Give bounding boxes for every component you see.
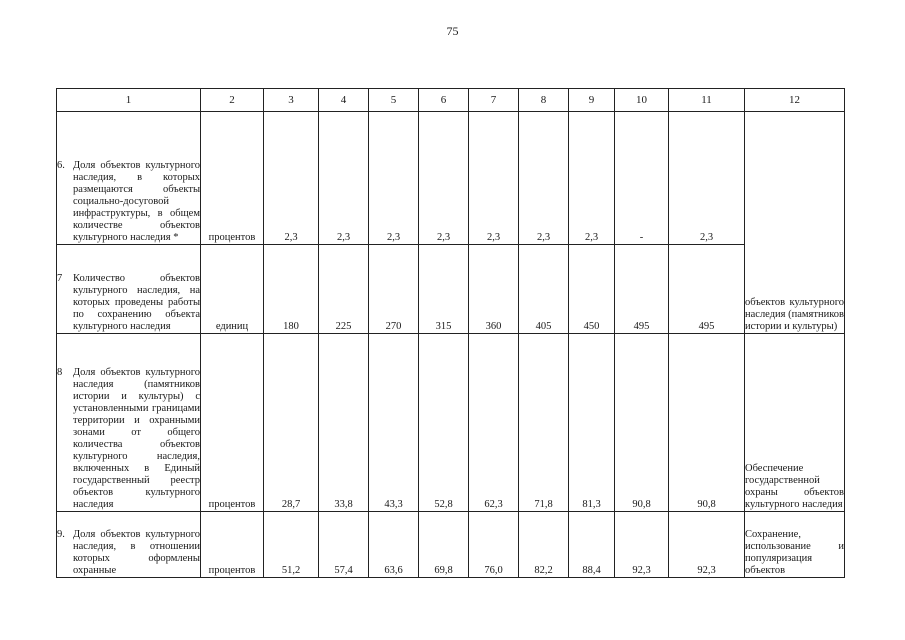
value-cell: 2,3 xyxy=(319,112,369,245)
unit-cell: процентов xyxy=(201,112,264,245)
value-cell: - xyxy=(615,112,669,245)
value-cell: 450 xyxy=(569,245,615,334)
result-cell xyxy=(745,112,845,334)
value-cell: 28,7 xyxy=(264,334,319,512)
unit-cell: единиц xyxy=(201,245,264,334)
value-cell: 71,8 xyxy=(519,334,569,512)
indicator-number: 9. xyxy=(57,529,65,540)
indicator-number: 6. xyxy=(57,160,65,171)
header-cell: 3 xyxy=(264,89,319,112)
unit-cell: процентов xyxy=(201,512,264,578)
table-row xyxy=(57,245,845,334)
value-cell: 69,8 xyxy=(419,512,469,578)
result-text: Обеспечение государственной охраны объектов культурного наследия xyxy=(745,463,844,510)
header-cell: 8 xyxy=(519,89,569,112)
value-cell: 360 xyxy=(469,245,519,334)
indicator-name: Количество объектов культурного наследия, на которых проведены работы по сохранению объекта культурного наследия xyxy=(73,273,200,332)
result-text: объектов культурного наследия (памятников истории и культуры) xyxy=(745,297,844,332)
value-cell: 90,8 xyxy=(669,334,745,512)
indicator-cell xyxy=(57,334,201,512)
table-row xyxy=(57,112,845,245)
table-row xyxy=(57,334,845,512)
result-text: Сохранение, использование и популяризация объектов xyxy=(745,529,844,576)
indicator-number: 8 xyxy=(57,367,63,378)
header-cell: 12 xyxy=(745,89,845,112)
header-cell: 5 xyxy=(369,89,419,112)
value-cell: 2,3 xyxy=(569,112,615,245)
header-cell: 6 xyxy=(419,89,469,112)
value-cell: 92,3 xyxy=(669,512,745,578)
value-cell: 51,2 xyxy=(264,512,319,578)
header-cell: 1 xyxy=(57,89,201,112)
indicator-cell xyxy=(57,512,201,578)
value-cell: 90,8 xyxy=(615,334,669,512)
value-cell: 2,3 xyxy=(264,112,319,245)
value-cell: 52,8 xyxy=(419,334,469,512)
value-cell: 88,4 xyxy=(569,512,615,578)
unit-cell: процентов xyxy=(201,334,264,512)
value-cell: 33,8 xyxy=(319,334,369,512)
indicator-number: 7 xyxy=(57,273,63,284)
value-cell: 495 xyxy=(615,245,669,334)
header-cell: 2 xyxy=(201,89,264,112)
result-cell xyxy=(745,512,845,578)
value-cell: 270 xyxy=(369,245,419,334)
value-cell: 2,3 xyxy=(519,112,569,245)
value-cell: 76,0 xyxy=(469,512,519,578)
value-cell: 43,3 xyxy=(369,334,419,512)
header-cell: 7 xyxy=(469,89,519,112)
value-cell: 63,6 xyxy=(369,512,419,578)
value-cell: 92,3 xyxy=(615,512,669,578)
indicator-name: Доля объектов культурного наследия (памятников истории и культуры) с установленными границами территории и охранными зонами от общего количества объектов культурного наследия, включенных в Единый государственный реестр объектов культурного наследия xyxy=(73,367,200,510)
header-cell: 10 xyxy=(615,89,669,112)
indicator-name: Доля объектов культурного наследия, в отношении которых оформлены охранные xyxy=(73,529,200,576)
page-number: 75 xyxy=(446,24,459,38)
header-cell: 11 xyxy=(669,89,745,112)
indicators-table xyxy=(56,88,845,578)
value-cell: 315 xyxy=(419,245,469,334)
value-cell: 62,3 xyxy=(469,334,519,512)
value-cell: 2,3 xyxy=(369,112,419,245)
result-cell xyxy=(745,334,845,512)
value-cell: 495 xyxy=(669,245,745,334)
indicator-name: Доля объектов культурного наследия, в которых размещаются объекты социально-досуговой инфраструктуры, в общем количестве объектов культурного наследия * xyxy=(73,160,200,243)
value-cell: 82,2 xyxy=(519,512,569,578)
header-cell: 4 xyxy=(319,89,369,112)
value-cell: 2,3 xyxy=(469,112,519,245)
value-cell: 81,3 xyxy=(569,334,615,512)
table-header-row xyxy=(57,89,845,112)
value-cell: 180 xyxy=(264,245,319,334)
value-cell: 57,4 xyxy=(319,512,369,578)
indicator-cell xyxy=(57,112,201,245)
header-cell: 9 xyxy=(569,89,615,112)
table-row xyxy=(57,512,845,578)
value-cell: 2,3 xyxy=(419,112,469,245)
value-cell: 225 xyxy=(319,245,369,334)
value-cell: 405 xyxy=(519,245,569,334)
value-cell: 2,3 xyxy=(669,112,745,245)
indicator-cell xyxy=(57,245,201,334)
